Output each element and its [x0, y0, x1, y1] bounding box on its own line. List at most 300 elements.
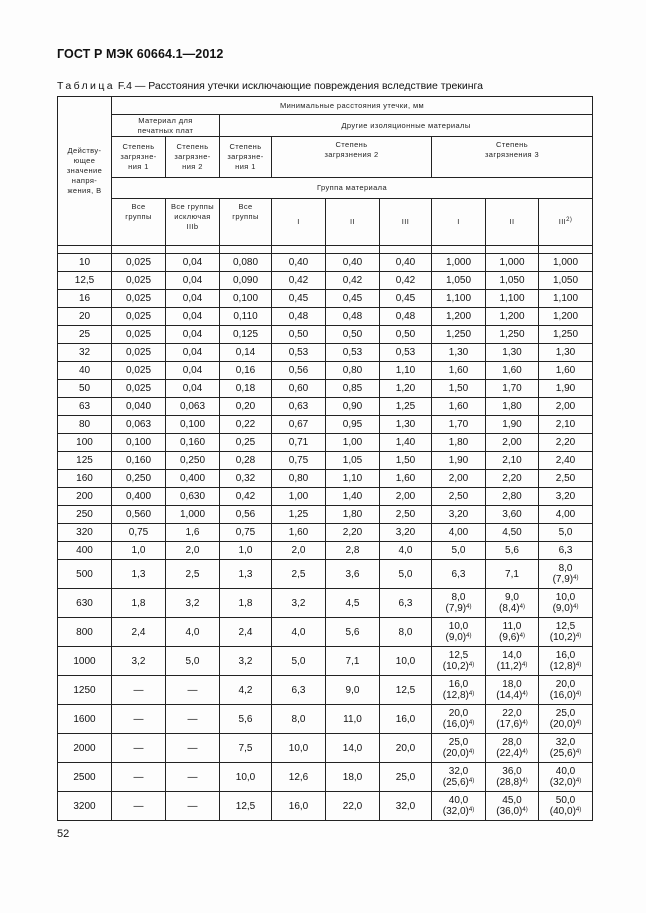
- voltage-cell: 1250: [58, 676, 112, 705]
- table-cell: 0,04: [166, 254, 220, 272]
- table-cell: 0,50: [326, 326, 380, 344]
- table-cell: [432, 589, 486, 618]
- table-cell: 1,200: [486, 308, 539, 326]
- caption-label: Таблица: [57, 80, 115, 92]
- table-cell: 1,90: [432, 452, 486, 470]
- footnote-mark: 4): [468, 691, 475, 697]
- cell-alt-value: $(22,4)^{4)}$: [496, 748, 528, 759]
- header-material-group: Группа материала: [112, 178, 593, 199]
- table-cell: 1,250: [539, 326, 593, 344]
- table-cell: 1,000: [166, 506, 220, 524]
- table-row: [58, 344, 593, 362]
- table-cell: 0,025: [112, 290, 166, 308]
- table-cell: 1,90: [486, 416, 539, 434]
- table-cell: [486, 647, 539, 676]
- table-cell: 1,80: [432, 434, 486, 452]
- footnote-mark: 4): [575, 662, 582, 668]
- table-cell: [486, 792, 539, 821]
- cell-alt-value: $(25,6)^{4)}$: [549, 748, 582, 759]
- table-cell: 32,0: [380, 792, 432, 821]
- footnote-mark: 4): [519, 604, 525, 610]
- table-cell: 1,60: [272, 524, 326, 542]
- table-cell: 14,0: [326, 734, 380, 763]
- header-group-i-pd2: I: [272, 199, 326, 246]
- table-cell: 0,160: [112, 452, 166, 470]
- table-cell: 0,48: [380, 308, 432, 326]
- table-cell: 1,25: [380, 398, 432, 416]
- table-cell: 0,48: [272, 308, 326, 326]
- table-cell: 0,080: [220, 254, 272, 272]
- table-cell: 0,42: [380, 272, 432, 290]
- voltage-cell: 32: [58, 344, 112, 362]
- table-cell: 1,70: [486, 380, 539, 398]
- table-cell: —: [112, 763, 166, 792]
- table-cell: —: [166, 676, 220, 705]
- voltage-cell: 160: [58, 470, 112, 488]
- voltage-cell: 200: [58, 488, 112, 506]
- table-row: [58, 398, 593, 416]
- voltage-cell: 12,5: [58, 272, 112, 290]
- voltage-cell: 800: [58, 618, 112, 647]
- cell-value: 18,0: [502, 679, 522, 690]
- header-group-ii-pd3: II: [486, 199, 539, 246]
- cell-alt-value: $(20,0)^{4)}$: [442, 748, 475, 759]
- table-cell: 0,32: [220, 470, 272, 488]
- header-separator-row: [58, 246, 593, 254]
- table-cell: 2,40: [539, 452, 593, 470]
- header-min-distances: Минимальные расстояния утечки, мм: [112, 97, 593, 115]
- voltage-cell: 400: [58, 542, 112, 560]
- table-cell: 0,80: [272, 470, 326, 488]
- cell-value: 40,0: [448, 795, 469, 806]
- table-cell: 0,48: [326, 308, 380, 326]
- table-cell: 1,30: [380, 416, 432, 434]
- table-cell: 0,56: [220, 506, 272, 524]
- table-cell: 0,110: [220, 308, 272, 326]
- table-cell: 0,063: [166, 398, 220, 416]
- cell-value: 12,5: [555, 621, 576, 632]
- table-cell: [539, 647, 593, 676]
- table-cell: 9,0: [326, 676, 380, 705]
- table-cell: 20,0: [380, 734, 432, 763]
- table-cell: [486, 589, 539, 618]
- cell-value: 25,0: [448, 737, 469, 748]
- table-cell: 6,3: [380, 589, 432, 618]
- voltage-cell: 25: [58, 326, 112, 344]
- cell-value: 20,0: [555, 679, 576, 690]
- header-all-groups-other: Все группы: [220, 199, 272, 246]
- cell-alt-value: $(9,6)^{4)}$: [499, 632, 525, 643]
- table-cell: 0,53: [380, 344, 432, 362]
- table-cell: 0,42: [326, 272, 380, 290]
- table-cell: 3,2: [272, 589, 326, 618]
- cell-value: 9,0: [505, 592, 519, 603]
- table-cell: 0,63: [272, 398, 326, 416]
- voltage-cell: 63: [58, 398, 112, 416]
- table-cell: 1,50: [380, 452, 432, 470]
- table-cell: 25,0: [380, 763, 432, 792]
- footnote-mark: 4): [466, 633, 472, 639]
- table-cell: 1,050: [539, 272, 593, 290]
- voltage-cell: 80: [58, 416, 112, 434]
- footnote-mark: 4): [575, 807, 582, 813]
- cell-value: 10,0: [448, 621, 469, 632]
- table-cell: 1,40: [326, 488, 380, 506]
- table-cell: 0,45: [380, 290, 432, 308]
- table-cell: 0,53: [326, 344, 380, 362]
- table-cell: [539, 705, 593, 734]
- table-cell: 2,5: [166, 560, 220, 589]
- table-cell: 0,025: [112, 254, 166, 272]
- cell-alt-value: $(8,4)^{4)}$: [499, 603, 525, 614]
- footnote-mark: 4): [468, 749, 475, 755]
- table-cell: —: [112, 705, 166, 734]
- footnote-mark: 4): [519, 633, 525, 639]
- voltage-cell: 2500: [58, 763, 112, 792]
- cell-value: 14,0: [502, 650, 522, 661]
- footnote-mark: 4): [522, 720, 528, 726]
- voltage-cell: 40: [58, 362, 112, 380]
- table-row: [58, 506, 593, 524]
- table-cell: 1,10: [326, 470, 380, 488]
- table-cell: 0,250: [112, 470, 166, 488]
- voltage-cell: 100: [58, 434, 112, 452]
- table-cell: 3,2: [112, 647, 166, 676]
- table-cell: 10,0: [380, 647, 432, 676]
- table-cell: [432, 676, 486, 705]
- cell-alt-value: $(28,8)^{4)}$: [496, 777, 528, 788]
- table-cell: 0,14: [220, 344, 272, 362]
- cell-value: 12,5: [448, 650, 469, 661]
- cell-value: 10,0: [555, 592, 576, 603]
- table-cell: [432, 792, 486, 821]
- voltage-cell: 10: [58, 254, 112, 272]
- table-cell: 0,560: [112, 506, 166, 524]
- table-cell: 18,0: [326, 763, 380, 792]
- footnote-mark: 4): [522, 662, 528, 668]
- table-cell: 5,0: [380, 560, 432, 589]
- table-row: [58, 434, 593, 452]
- cell-alt-value: $(10,2)^{4)}$: [549, 632, 582, 643]
- table-cell: 0,04: [166, 290, 220, 308]
- table-cell: 0,18: [220, 380, 272, 398]
- table-cell: 16,0: [380, 705, 432, 734]
- table-cell: 1,60: [380, 470, 432, 488]
- table-cell: 1,100: [486, 290, 539, 308]
- voltage-cell: 20: [58, 308, 112, 326]
- header-voltage: Действу-ющее значение напря-жения, В: [58, 97, 112, 246]
- voltage-cell: 320: [58, 524, 112, 542]
- table-cell: 0,42: [220, 488, 272, 506]
- table-cell: 2,00: [486, 434, 539, 452]
- table-cell: 4,5: [326, 589, 380, 618]
- table-cell: 0,75: [112, 524, 166, 542]
- cell-alt-value: $(16,0)^{4)}$: [442, 719, 475, 730]
- table-cell: 0,22: [220, 416, 272, 434]
- table-cell: 1,30: [432, 344, 486, 362]
- table-cell: 1,200: [539, 308, 593, 326]
- table-cell: 1,8: [220, 589, 272, 618]
- table-cell: 2,4: [112, 618, 166, 647]
- footnote-mark: 4): [575, 633, 582, 639]
- table-row: [58, 524, 593, 542]
- table-cell: 0,025: [112, 272, 166, 290]
- cell-alt-value: $(12,8)^{4)}$: [442, 690, 475, 701]
- table-cell: 2,0: [166, 542, 220, 560]
- header-group-iii-pd3: III$^{2)}$: [539, 199, 593, 246]
- table-cell: 10,0: [272, 734, 326, 763]
- header-group-i-pd3: I: [432, 199, 486, 246]
- table-cell: —: [166, 705, 220, 734]
- footnote-mark: 4): [468, 778, 475, 784]
- table-cell: 0,400: [166, 470, 220, 488]
- table-row: [58, 647, 593, 676]
- cell-alt-value: $(16,0)^{4)}$: [549, 690, 582, 701]
- table-cell: 12,5: [220, 792, 272, 821]
- table-row: [58, 734, 593, 763]
- table-cell: 1,250: [486, 326, 539, 344]
- table-cell: 1,40: [380, 434, 432, 452]
- table-cell: 1,0: [112, 542, 166, 560]
- table-row: [58, 488, 593, 506]
- cell-value: 45,0: [502, 795, 522, 806]
- table-cell: 0,025: [112, 308, 166, 326]
- voltage-cell: 2000: [58, 734, 112, 763]
- header-pollution-degree-1-other: Степень загрязне-ния 1: [220, 137, 272, 178]
- voltage-cell: 1600: [58, 705, 112, 734]
- table-cell: 2,8: [326, 542, 380, 560]
- table-cell: 2,50: [432, 488, 486, 506]
- table-cell: [486, 734, 539, 763]
- table-cell: 2,10: [486, 452, 539, 470]
- table-cell: [432, 618, 486, 647]
- table-cell: 1,100: [539, 290, 593, 308]
- cell-alt-value: $(32,0)^{4)}$: [442, 806, 475, 817]
- table-cell: 0,025: [112, 380, 166, 398]
- table-cell: 2,50: [539, 470, 593, 488]
- table-cell: 0,04: [166, 308, 220, 326]
- header-group-iii-pd2: III: [380, 199, 432, 246]
- table-row: [58, 272, 593, 290]
- table-cell: 0,40: [326, 254, 380, 272]
- table-cell: [486, 705, 539, 734]
- table-cell: 5,0: [432, 542, 486, 560]
- cell-alt-value: $(17,6)^{4)}$: [496, 719, 528, 730]
- table-row: [58, 452, 593, 470]
- table-row: [58, 326, 593, 344]
- table-cell: 0,400: [112, 488, 166, 506]
- table-cell: 0,42: [272, 272, 326, 290]
- table-cell: 6,3: [539, 542, 593, 560]
- table-cell: 0,53: [272, 344, 326, 362]
- table-cell: 1,20: [380, 380, 432, 398]
- table-cell: 1,80: [486, 398, 539, 416]
- cell-value: 11,0: [502, 621, 522, 632]
- footnote-mark: 4): [575, 720, 582, 726]
- table-cell: 2,80: [486, 488, 539, 506]
- table-row: [58, 362, 593, 380]
- table-cell: —: [112, 734, 166, 763]
- table-cell: 1,000: [539, 254, 593, 272]
- cell-value: 7,1: [505, 568, 519, 580]
- table-cell: [432, 647, 486, 676]
- table-cell: 3,2: [220, 647, 272, 676]
- header-group-ii-pd2: II: [326, 199, 380, 246]
- cell-value: 32,0: [555, 737, 576, 748]
- table-cell: 16,0: [272, 792, 326, 821]
- header-pollution-degree-1-pcb: Степень загрязне-ния 1: [112, 137, 166, 178]
- header-pollution-degree-2-pcb: Степень загрязне-ния 2: [166, 137, 220, 178]
- voltage-cell: 125: [58, 452, 112, 470]
- cell-alt-value: $(7,9)^{4)}$: [445, 603, 472, 614]
- document-header: ГОСТ Р МЭК 60664.1—2012: [57, 47, 224, 61]
- header-all-groups-except-iiib: Все группы исключая IIIb: [166, 199, 220, 246]
- table-cell: 5,0: [166, 647, 220, 676]
- table-cell: 0,80: [326, 362, 380, 380]
- cell-value: 32,0: [448, 766, 469, 777]
- table-cell: 0,75: [272, 452, 326, 470]
- table-cell: 1,3: [112, 560, 166, 589]
- table-cell: 2,50: [380, 506, 432, 524]
- table-cell: 4,0: [166, 618, 220, 647]
- table-cell: [539, 618, 593, 647]
- table-cell: 1,60: [539, 362, 593, 380]
- table-cell: 5,6: [486, 542, 539, 560]
- cell-value: 8,0: [451, 592, 466, 603]
- table-cell: 1,00: [326, 434, 380, 452]
- table-cell: 3,20: [380, 524, 432, 542]
- cell-alt-value: $(10,2)^{4)}$: [442, 661, 475, 672]
- table-cell: 2,4: [220, 618, 272, 647]
- table-cell: 0,85: [326, 380, 380, 398]
- table-cell: 4,0: [272, 618, 326, 647]
- table-cell: —: [112, 792, 166, 821]
- cell-value: 20,0: [448, 708, 469, 719]
- table-cell: 3,20: [539, 488, 593, 506]
- table-cell: 0,04: [166, 344, 220, 362]
- cell-value: 6,3: [451, 568, 466, 580]
- header-other-materials: Другие изоляционные материалы: [220, 115, 593, 137]
- header-pollution-degree-2-other: Степень загрязнения 2: [272, 137, 432, 178]
- voltage-cell: 500: [58, 560, 112, 589]
- table-cell: 7,5: [220, 734, 272, 763]
- table-cell: 0,100: [220, 290, 272, 308]
- table-cell: 0,20: [220, 398, 272, 416]
- page-number: 52: [57, 828, 70, 840]
- table-cell: 0,40: [272, 254, 326, 272]
- table-row: [58, 763, 593, 792]
- cell-alt-value: $(7,9)^{4)}$: [552, 574, 579, 585]
- table-cell: 0,040: [112, 398, 166, 416]
- footnote-mark: 4): [573, 575, 579, 581]
- table-cell: [539, 589, 593, 618]
- header-all-groups-pcb-1: Все группы: [112, 199, 166, 246]
- caption-text: F.4 — Расстояния утечки исключающие повреждения вследствие трекинга: [117, 80, 483, 92]
- table-cell: 1,60: [432, 362, 486, 380]
- voltage-cell: 50: [58, 380, 112, 398]
- table-cell: [486, 676, 539, 705]
- table-caption: [57, 80, 483, 92]
- table-cell: 1,00: [272, 488, 326, 506]
- table-row: [58, 470, 593, 488]
- table-cell: 0,160: [166, 434, 220, 452]
- table-cell: [432, 734, 486, 763]
- cell-value: 16,0: [448, 679, 469, 690]
- table-cell: 0,125: [220, 326, 272, 344]
- table-cell: 0,025: [112, 362, 166, 380]
- table-cell: [432, 560, 486, 589]
- table-cell: [539, 676, 593, 705]
- table-cell: 1,05: [326, 452, 380, 470]
- table-cell: —: [166, 763, 220, 792]
- table-row: [58, 618, 593, 647]
- table-cell: 10,0: [220, 763, 272, 792]
- table-cell: 8,0: [272, 705, 326, 734]
- table-cell: 5,0: [539, 524, 593, 542]
- table-cell: 0,063: [112, 416, 166, 434]
- table-cell: 0,04: [166, 362, 220, 380]
- table-row: [58, 308, 593, 326]
- table-cell: 0,100: [112, 434, 166, 452]
- table-cell: 0,71: [272, 434, 326, 452]
- table-cell: 0,025: [112, 326, 166, 344]
- table-cell: 12,5: [380, 676, 432, 705]
- footnote-mark: 4): [466, 604, 472, 610]
- creepage-distance-table: [57, 96, 593, 821]
- table-row: [58, 705, 593, 734]
- table-cell: [539, 560, 593, 589]
- table-cell: 4,2: [220, 676, 272, 705]
- table-cell: 1,8: [112, 589, 166, 618]
- cell-value: 22,0: [502, 708, 522, 719]
- table-cell: 1,000: [486, 254, 539, 272]
- table-cell: [539, 734, 593, 763]
- footnote-mark: 4): [522, 778, 528, 784]
- table-cell: [539, 763, 593, 792]
- table-cell: 3,20: [432, 506, 486, 524]
- table-cell: 1,0: [220, 542, 272, 560]
- table-cell: [486, 560, 539, 589]
- table-cell: 0,67: [272, 416, 326, 434]
- table-cell: 0,090: [220, 272, 272, 290]
- table-cell: 7,1: [326, 647, 380, 676]
- table-cell: 0,95: [326, 416, 380, 434]
- footnote-mark: 4): [575, 691, 582, 697]
- voltage-cell: 3200: [58, 792, 112, 821]
- table-cell: 1,3: [220, 560, 272, 589]
- table-cell: 1,80: [326, 506, 380, 524]
- table-cell: 2,20: [326, 524, 380, 542]
- table-cell: 3,2: [166, 589, 220, 618]
- table-cell: 0,04: [166, 380, 220, 398]
- table-cell: 3,60: [486, 506, 539, 524]
- table-cell: 0,90: [326, 398, 380, 416]
- footnote-mark: 4): [575, 749, 582, 755]
- table-cell: 12,6: [272, 763, 326, 792]
- table-cell: 1,250: [432, 326, 486, 344]
- table-cell: 0,04: [166, 326, 220, 344]
- cell-value: 50,0: [555, 795, 576, 806]
- footnote-mark: 4): [573, 604, 579, 610]
- table-cell: 1,000: [432, 254, 486, 272]
- cell-value: 28,0: [502, 737, 522, 748]
- table-cell: 4,00: [539, 506, 593, 524]
- table-cell: 1,10: [380, 362, 432, 380]
- table-cell: 1,050: [486, 272, 539, 290]
- table-cell: 4,50: [486, 524, 539, 542]
- table-cell: 1,200: [432, 308, 486, 326]
- table-cell: 2,20: [539, 434, 593, 452]
